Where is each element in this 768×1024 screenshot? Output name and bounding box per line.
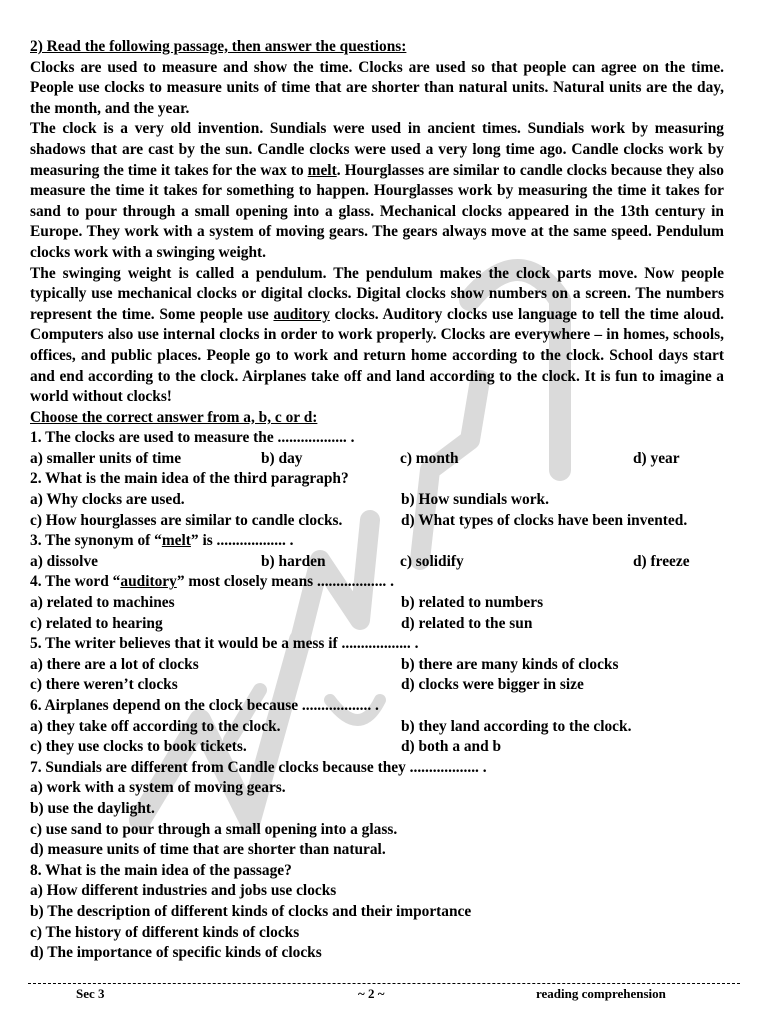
footer-grade: Sec 3 — [76, 986, 105, 1001]
question-5-options-row-2 — [30, 675, 724, 696]
q7-option-a: a) work with a system of moving gears. — [30, 779, 286, 797]
passage-paragraph-2 — [30, 119, 724, 263]
question-1-stem: 1. The clocks are used to measure the .................. . — [30, 429, 355, 447]
q1-option-a: a) smaller units of time — [30, 449, 182, 467]
q4-option-a: a) related to machines — [30, 594, 175, 612]
passage-text: The swinging weight is called a pendulum. The pendulum makes the clock parts move. Now people typically use mechanical clocks or digital clocks. Digital clocks show numbers on a screen. The numbers represent the time. Some people use — [30, 264, 724, 323]
passage-text: . Hourglasses are similar to candle clocks because they also measure the time it takes for something to happen. Hourglasses work by measuring the time it takes for sand to pour through a small opening into a glass. Mechanical clocks appeared in the 13th century in Europe. They work with a system of moving gears. The gears always move at the same speed. Pendulum clocks work with a swinging weight. — [30, 161, 724, 261]
q3-option-d: d) freeze — [633, 552, 690, 570]
q8-option-d: d) The importance of specific kinds of clocks — [30, 944, 322, 962]
question-5-options-row-1 — [30, 655, 724, 676]
q7-option-c: c) use sand to pour through a small opening into a glass. — [30, 820, 398, 838]
q3-option-b: b) harden — [261, 552, 326, 570]
q2-option-b: b) How sundials work. — [401, 491, 549, 509]
question-5-stem: 5. The writer believes that it would be a mess if .................. . — [30, 635, 419, 653]
question-6-options-row-1 — [30, 717, 724, 738]
question-7-stem: 7. Sundials are different from Candle clocks because they .................. . — [30, 758, 487, 776]
q1-option-c: c) month — [400, 449, 459, 467]
question-2-options-row-1 — [30, 490, 724, 511]
stem-text: ” is .................. . — [190, 532, 294, 550]
passage-text: The clock is a very old invention. Sundials were used in ancient times. Sundials work by measuring shadows that are cast by the sun. Candle clocks were used a very long time ago. Candle clocks work by measuring the time it takes for the wax to — [30, 120, 724, 179]
q3-option-a: a) dissolve — [30, 552, 98, 570]
question-2-stem: 2. What is the main idea of the third paragraph? — [30, 470, 349, 488]
stem-text: 3. The synonym of “ — [30, 532, 162, 550]
q6-option-c: c) they use clocks to book tickets. — [30, 738, 247, 756]
q4-option-b: b) related to numbers — [401, 594, 544, 612]
q2-option-d: d) What types of clocks have been invented. — [401, 511, 688, 529]
q4-option-d: d) related to the sun — [401, 614, 533, 632]
q8-option-a: a) How different industries and jobs use clocks — [30, 882, 337, 900]
question-1-options — [30, 449, 724, 470]
q6-option-b: b) they land according to the clock. — [401, 717, 632, 735]
question-3-stem — [30, 531, 724, 552]
underlined-word-auditory: auditory — [273, 305, 330, 323]
worksheet-page — [30, 37, 724, 964]
q2-option-c: c) How hourglasses are similar to candle clocks. — [30, 511, 343, 529]
q8-option-c: c) The history of different kinds of clocks — [30, 923, 300, 941]
q1-option-b: b) day — [261, 449, 303, 467]
q5-option-c: c) there weren’t clocks — [30, 676, 178, 694]
underlined-word-melt: melt — [161, 532, 191, 550]
q4-option-c: c) related to hearing — [30, 614, 163, 632]
q6-option-d: d) both a and b — [401, 738, 502, 756]
q2-option-a: a) Why clocks are used. — [30, 491, 185, 509]
q7-option-d: d) measure units of time that are shorter than natural. — [30, 841, 386, 859]
q5-option-b: b) there are many kinds of clocks — [401, 655, 619, 673]
q7-option-b: b) use the daylight. — [30, 799, 155, 817]
question-4-options-row-1 — [30, 593, 724, 614]
footer-page-number: ~ 2 ~ — [358, 986, 385, 1001]
q5-option-a: a) there are a lot of clocks — [30, 655, 199, 673]
question-2-options-row-2 — [30, 511, 724, 532]
passage-paragraph-3 — [30, 264, 724, 408]
footer-subject: reading comprehension — [536, 986, 666, 1001]
page-footer — [28, 983, 740, 1001]
passage-text: clocks. Auditory clocks use language to tell the time aloud. Computers also use internal clocks in order to work properly. Clocks are everywhere – in homes, schools, offices, and public places. People go to work and return home according to the clock. School days start and end according to the clock. Airplanes take off and land according to the clock. It is fun to imagine a world without clocks! — [30, 305, 724, 406]
question-6-stem: 6. Airplanes depend on the clock because .................. . — [30, 697, 379, 714]
question-3-options — [30, 552, 724, 573]
question-6-options-row-2 — [30, 737, 724, 758]
underlined-word-melt: melt — [307, 161, 337, 179]
stem-text: 4. The word “ — [30, 573, 121, 591]
instructions: Choose the correct answer from a, b, c or d: — [30, 408, 318, 426]
question-4-options-row-2 — [30, 614, 724, 635]
passage-paragraph-1: Clocks are used to measure and show the time. Clocks are used so that people can agree on the time. People use clocks to measure units of time that are shorter than natural units. Natural units are the day, the month, and the year. — [30, 58, 724, 117]
q8-option-b: b) The description of different kinds of clocks and their importance — [30, 902, 472, 920]
underlined-word-auditory: auditory — [120, 573, 177, 591]
section-title: 2) Read the following passage, then answer the questions: — [30, 38, 407, 55]
question-4-stem — [30, 572, 724, 593]
question-8-stem: 8. What is the main idea of the passage? — [30, 861, 292, 879]
q5-option-d: d) clocks were bigger in size — [401, 676, 584, 694]
q6-option-a: a) they take off according to the clock. — [30, 717, 281, 735]
q3-option-c: c) solidify — [400, 552, 464, 570]
q1-option-d: d) year — [633, 449, 680, 467]
stem-text: ” most closely means .................. . — [176, 573, 394, 591]
